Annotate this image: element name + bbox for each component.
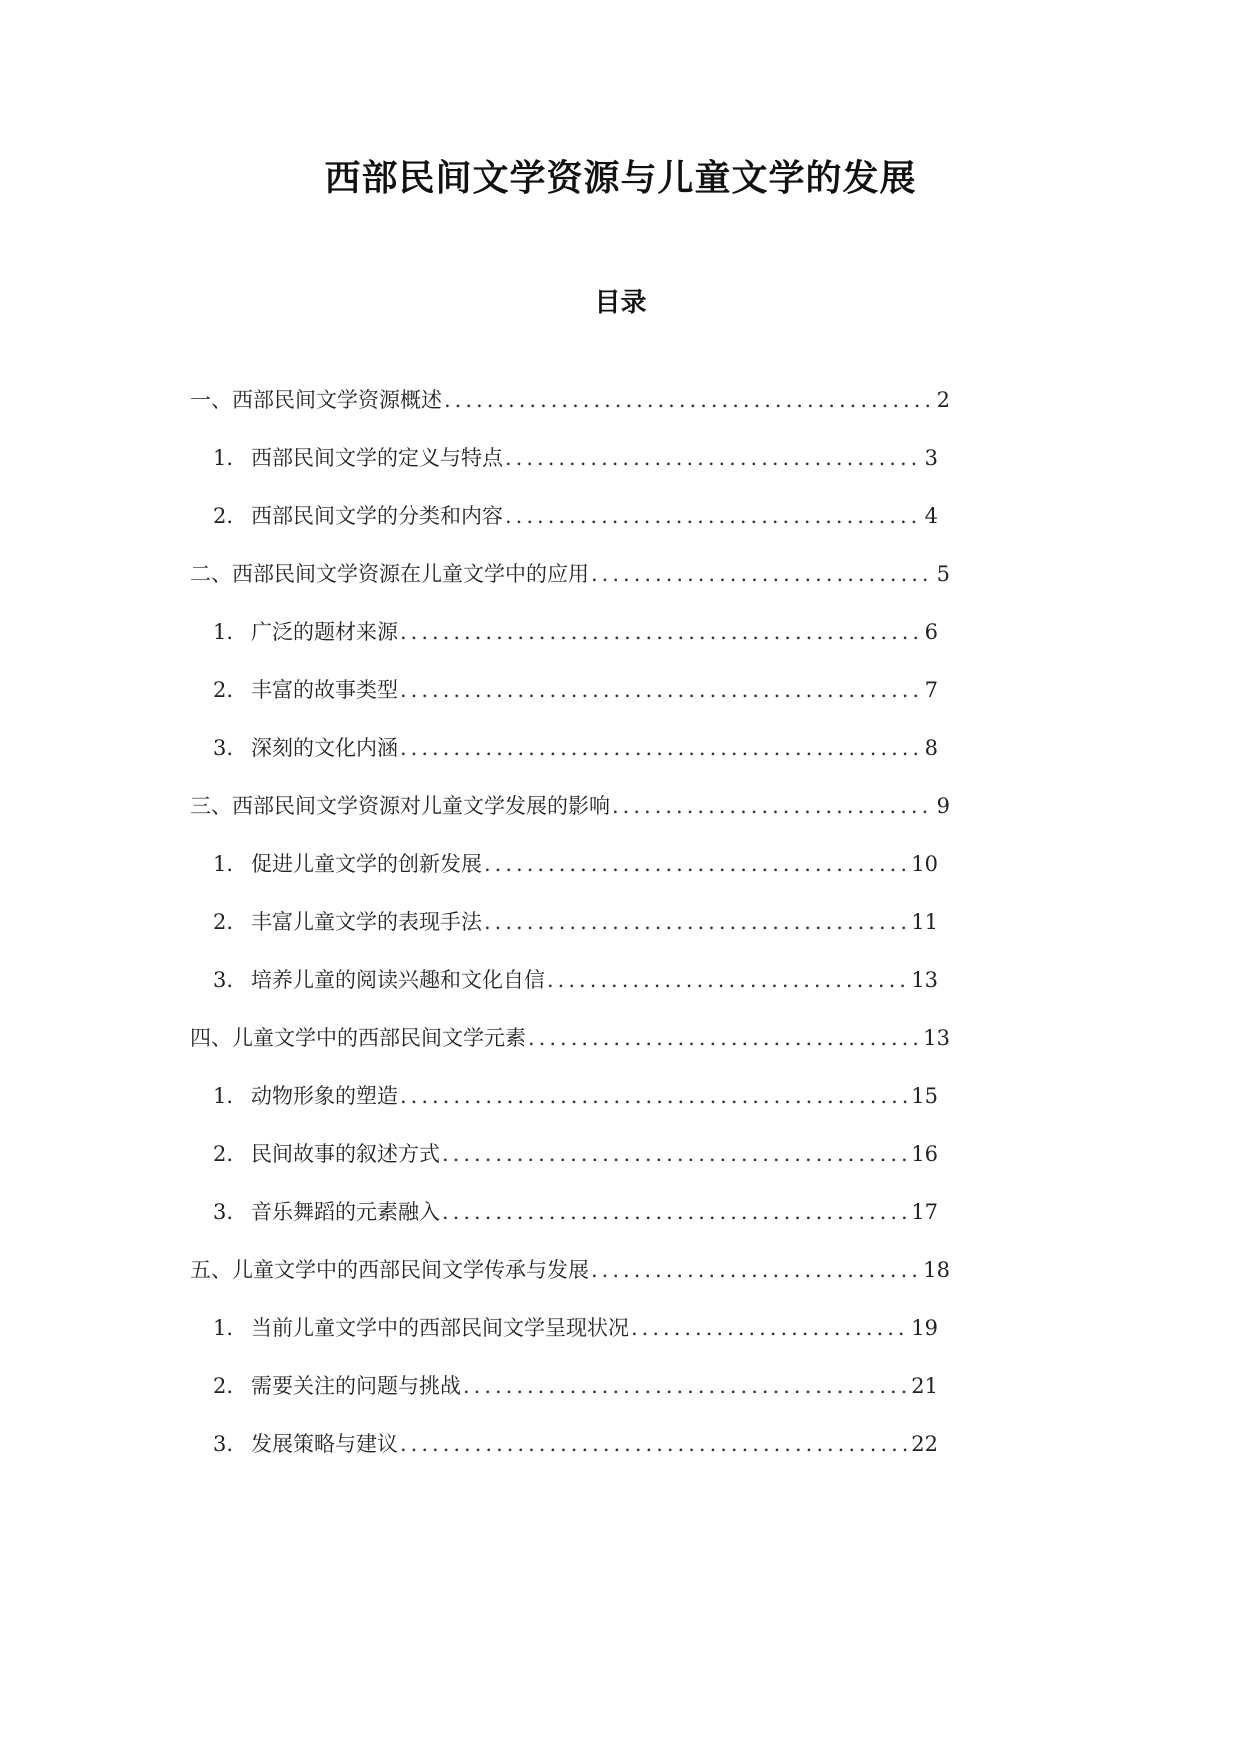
toc-page-number: 13	[911, 968, 938, 992]
toc-page-number: 2	[936, 388, 950, 412]
toc-page-number: 7	[924, 678, 938, 702]
toc-entry-number: 2.	[213, 504, 234, 528]
toc-dot-leader	[484, 848, 908, 880]
toc-entry[interactable]	[190, 1022, 950, 1054]
toc-entry[interactable]	[213, 1138, 938, 1170]
toc-entry-title: 音乐舞蹈的元素融入	[251, 1200, 440, 1224]
toc-entry[interactable]	[190, 384, 950, 416]
document-title: 西部民间文学资源与儿童文学的发展	[324, 157, 917, 199]
toc-entry-title: 西部民间文学的定义与特点	[251, 446, 503, 470]
toc-dot-leader	[591, 558, 934, 590]
toc-entry-number: 2.	[213, 1142, 234, 1166]
toc-entry-title: 深刻的文化内涵	[251, 736, 398, 760]
toc-entry-number: 1.	[213, 620, 234, 644]
toc-entry[interactable]	[213, 1370, 938, 1402]
toc-entry[interactable]	[213, 964, 938, 996]
toc-dot-leader	[591, 1254, 920, 1286]
toc-dot-leader	[463, 1370, 908, 1402]
toc-entry-title: 三、西部民间文学资源对儿童文学发展的影响	[190, 794, 610, 818]
toc-entry[interactable]	[213, 500, 938, 532]
toc-page-number: 21	[911, 1374, 938, 1398]
toc-page-number: 15	[911, 1084, 938, 1108]
toc-page-number: 3	[924, 446, 938, 470]
toc-page-number: 22	[911, 1432, 938, 1456]
toc-entry-title: 发展策略与建议	[251, 1432, 398, 1456]
toc-entry[interactable]	[213, 1196, 938, 1228]
toc-entry-number: 3.	[213, 736, 234, 760]
toc-dot-leader	[444, 384, 934, 416]
toc-dot-leader	[400, 616, 922, 648]
toc-page-number: 16	[911, 1142, 938, 1166]
toc-entry[interactable]	[213, 1080, 938, 1112]
toc-dot-leader	[400, 674, 922, 706]
toc-heading: 目录	[594, 288, 647, 318]
toc-dot-leader	[547, 964, 908, 996]
toc-page-number: 19	[911, 1316, 938, 1340]
toc-entry-number: 1.	[213, 446, 234, 470]
toc-entry-title: 广泛的题材来源	[251, 620, 398, 644]
toc-entry[interactable]	[213, 1312, 938, 1344]
toc-entry-title: 二、西部民间文学资源在儿童文学中的应用	[190, 562, 589, 586]
toc-page-number: 8	[924, 736, 938, 760]
toc-entry-title: 丰富儿童文学的表现手法	[251, 910, 482, 934]
toc-page-number: 11	[911, 910, 938, 934]
toc-page-number: 9	[936, 794, 950, 818]
toc-entry[interactable]	[213, 442, 938, 474]
toc-page-number: 13	[923, 1026, 950, 1050]
toc-entry[interactable]	[190, 790, 950, 822]
toc-entry-number: 1.	[213, 1316, 234, 1340]
toc-page-number: 6	[924, 620, 938, 644]
toc-dot-leader	[505, 500, 922, 532]
toc-dot-leader	[528, 1022, 920, 1054]
toc-entry-title: 丰富的故事类型	[251, 678, 398, 702]
toc-page-number: 5	[936, 562, 950, 586]
toc-entry[interactable]	[213, 1428, 938, 1460]
toc-page-number: 17	[911, 1200, 938, 1224]
toc-page-number: 10	[911, 852, 938, 876]
toc-page-number: 4	[924, 504, 938, 528]
toc-page-number: 18	[923, 1258, 950, 1282]
toc-entry[interactable]	[213, 732, 938, 764]
toc-entry-number: 2.	[213, 678, 234, 702]
toc-entry-title: 促进儿童文学的创新发展	[251, 852, 482, 876]
toc-dot-leader	[612, 790, 934, 822]
toc-entry-number: 3.	[213, 1432, 234, 1456]
toc-entry[interactable]	[190, 558, 950, 590]
toc-entry-number: 3.	[213, 1200, 234, 1224]
toc-entry-title: 一、西部民间文学资源概述	[190, 388, 442, 412]
toc-dot-leader	[400, 732, 922, 764]
toc-entry-title: 需要关注的问题与挑战	[251, 1374, 461, 1398]
toc-entry-number: 1.	[213, 1084, 234, 1108]
toc-entry[interactable]	[190, 1254, 950, 1286]
toc-entry-title: 动物形象的塑造	[251, 1084, 398, 1108]
toc-dot-leader	[442, 1138, 908, 1170]
toc-dot-leader	[400, 1080, 908, 1112]
toc-entry-title: 四、儿童文学中的西部民间文学元素	[190, 1026, 526, 1050]
toc-entry[interactable]	[213, 616, 938, 648]
toc-entry-title: 五、儿童文学中的西部民间文学传承与发展	[190, 1258, 589, 1282]
toc-entry-number: 3.	[213, 968, 234, 992]
toc-dot-leader	[505, 442, 922, 474]
toc-dot-leader	[631, 1312, 908, 1344]
toc-entry[interactable]	[213, 674, 938, 706]
toc-entry-number: 1.	[213, 852, 234, 876]
toc-entry[interactable]	[213, 906, 938, 938]
toc-entry-title: 西部民间文学的分类和内容	[251, 504, 503, 528]
toc-entry-number: 2.	[213, 1374, 234, 1398]
toc-entry-title: 培养儿童的阅读兴趣和文化自信	[251, 968, 545, 992]
toc-dot-leader	[442, 1196, 908, 1228]
toc-entry[interactable]	[213, 848, 938, 880]
toc-dot-leader	[484, 906, 908, 938]
toc-entry-number: 2.	[213, 910, 234, 934]
toc-entry-title: 民间故事的叙述方式	[251, 1142, 440, 1166]
toc-entry-title: 当前儿童文学中的西部民间文学呈现状况	[251, 1316, 629, 1340]
toc-dot-leader	[400, 1428, 908, 1460]
